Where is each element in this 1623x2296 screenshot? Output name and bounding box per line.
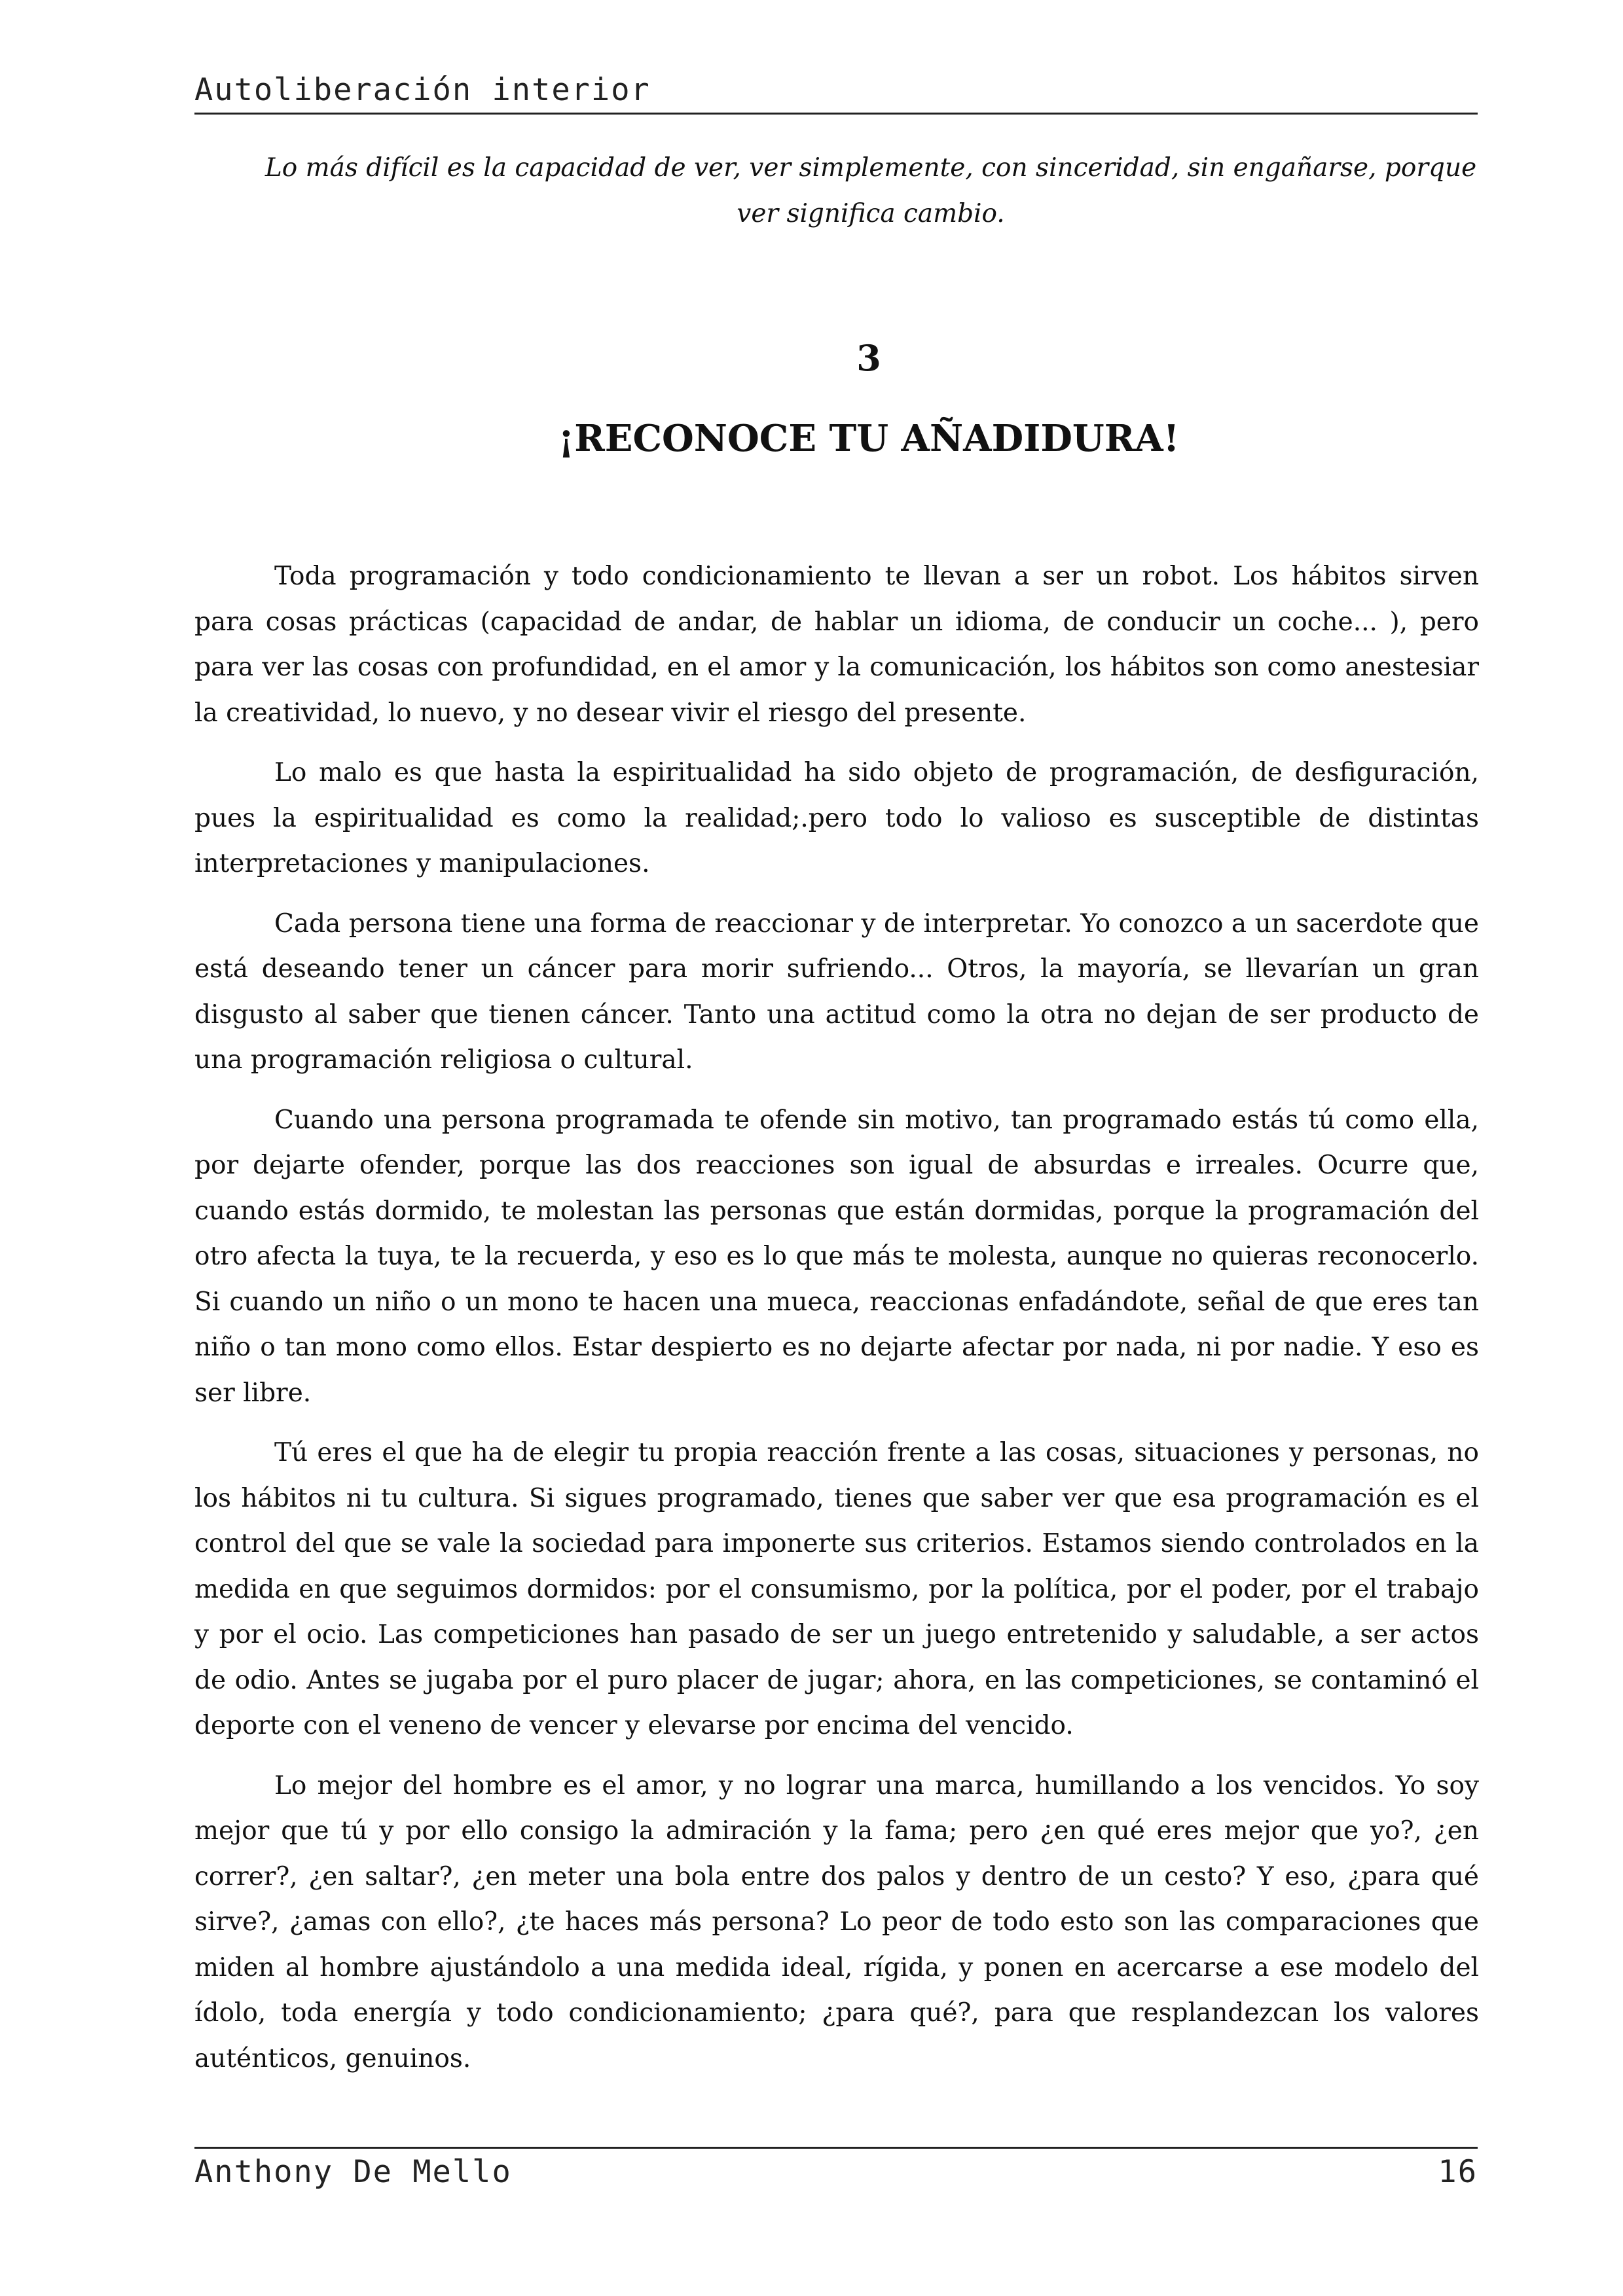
running-footer xyxy=(194,2147,1478,2191)
chapter-title: ¡RECONOCE TU AÑADIDURA! xyxy=(558,417,1180,460)
paragraph: Cada persona tiene una forma de reaccionar y de interpretar. Yo conozco a un sacerdote que está deseando tener un cáncer para morir sufriendo... Otros, la mayoría, se llevarían un gran disgusto al saber que tienen cáncer. Tanto una actitud como la otra no dejan de ser producto de una programación religiosa o cultural. xyxy=(194,908,1479,1075)
paragraph: Lo malo es que hasta la espiritualidad ha sido objeto de programación, de desfiguración, pues la espiritualidad es como la realidad;.pero todo lo valioso es susceptible de distintas interpretaciones y manipulaciones. xyxy=(194,758,1479,878)
chapter-number: 3 xyxy=(856,337,881,379)
book-title: Autoliberación interior xyxy=(194,72,651,108)
paragraph: Tú eres el que ha de elegir tu propia reacción frente a las cosas, situaciones y personas, no los hábitos ni tu cultura. Si sigues programado, tienes que saber ver que esa programación es el control del que se vale la sociedad para imponerte sus criterios. Estamos siendo controlados en la medida en que seguimos dormidos: por el consumismo, por la política, por el poder, por el trabajo y por el ocio. Las competiciones han pasado de ser un juego entretenido y saludable, a ser actos de odio. Antes se jugaba por el puro placer de jugar; ahora, en las competiciones, se contaminó el deporte con el veneno de vencer y elevarse por encima del vencido. xyxy=(194,1438,1479,1740)
paragraph: Cuando una persona programada te ofende sin motivo, tan programado estás tú como ella, por dejarte ofender, porque las dos reacciones son igual de absurdas e irreales. Ocurre que, cuando estás dormido, te molestan las personas que están dormidas, porque la programación del otro afecta la tuya, te la recuerda, y eso es lo que más te molesta, aunque no quieras reconocerlo. Si cuando un niño o un mono te hacen una mueca, reaccionas enfadándote, señal de que eres tan niño o tan mono como ellos. Estar despierto es no dejarte afectar por nada, ni por nadie. Y eso es ser libre. xyxy=(194,1105,1479,1408)
body-text xyxy=(194,554,1479,2096)
epigraph: Lo más difícil es la capacidad de ver, ver simplemente, con sinceridad, sin engañarse, porque ver significa cambio. xyxy=(264,153,1477,228)
author-name: Anthony De Mello xyxy=(194,2154,512,2190)
paragraph: Toda programación y todo condicionamiento te llevan a ser un robot. Los hábitos sirven para cosas prácticas (capacidad de andar, de hablar un idioma, de conducir un coche... ), pero para ver las cosas con profundidad, en el amor y la comunicación, los hábitos son como anestesiar la creatividad, lo nuevo, y no desear vivir el riesgo del presente. xyxy=(194,562,1479,728)
paragraph: Lo mejor del hombre es el amor, y no lograr una marca, humillando a los vencidos. Yo soy mejor que tú y por ello consigo la admiración y la fama; pero ¿en qué eres mejor que yo?, ¿en correr?, ¿en saltar?, ¿en meter una bola entre dos palos y dentro de un cesto? Y eso, ¿para qué sirve?, ¿amas con ello?, ¿te haces más persona? Lo peor de todo esto son las comparaciones que miden al hombre ajustándolo a una medida ideal, rígida, y ponen en acercarse a ese modelo del ídolo, toda energía y todo condicionamiento; ¿para qué?, para que resplandezcan los valores auténticos, genuinos. xyxy=(194,1770,1479,2073)
running-header xyxy=(194,73,1478,115)
page-number: 16 xyxy=(1438,2154,1478,2190)
